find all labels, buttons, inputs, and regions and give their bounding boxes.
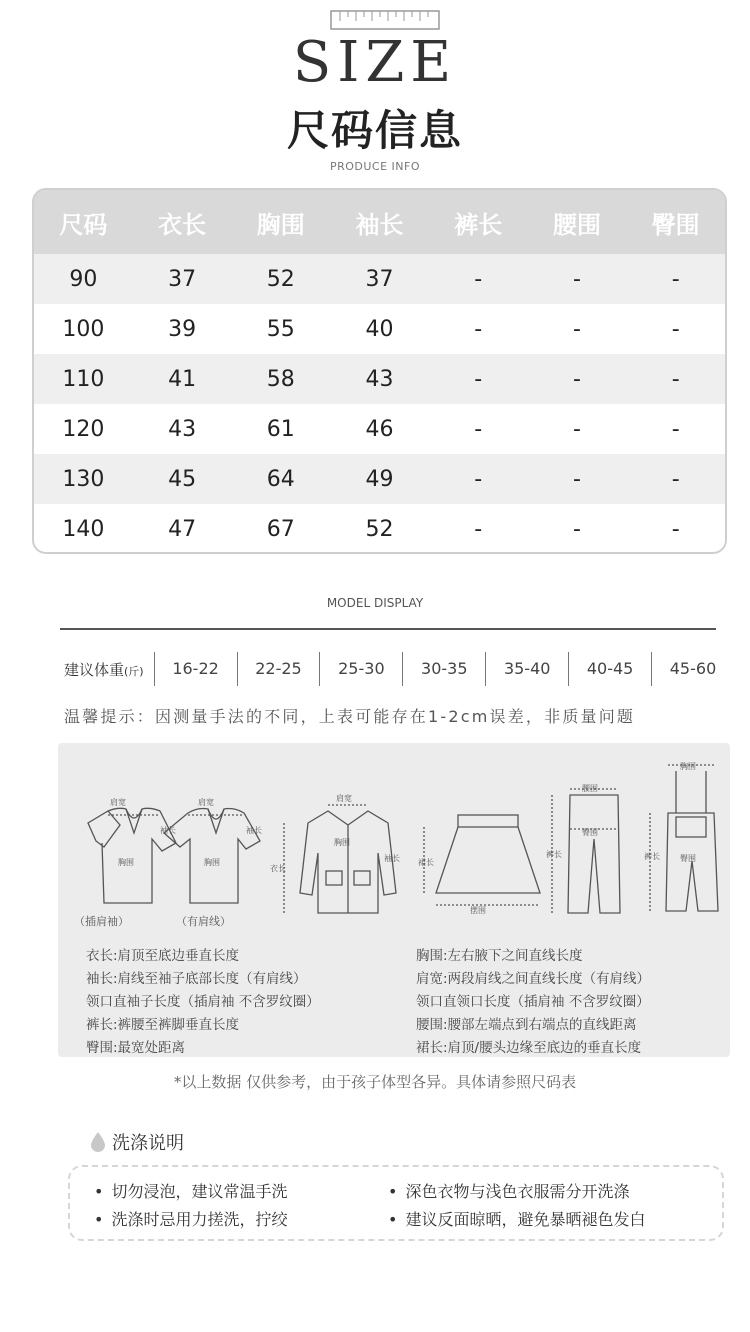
table-row	[34, 354, 725, 404]
label-sleeve: 袖长	[384, 854, 400, 863]
definition-item: 肩宽:两段肩线之间直线长度（有肩线）	[416, 971, 651, 987]
size-table-body	[34, 254, 725, 554]
wash-item: • 切勿浸泡，建议常温手洗	[94, 1179, 287, 1202]
wash-item: • 洗涤时忌用力搓洗，拧绞	[94, 1207, 287, 1230]
table-row	[34, 404, 725, 454]
weight-value: 30-35	[402, 652, 485, 686]
label-shoulder: 肩宽	[198, 798, 214, 807]
table-cell: 46	[365, 416, 394, 442]
label-hem: 摆围	[470, 906, 486, 915]
table-cell: -	[671, 366, 680, 392]
definitions-right	[416, 945, 730, 1060]
table-cell: 43	[168, 416, 197, 442]
label-pants-length: 裤长	[546, 850, 562, 859]
table-cell: -	[671, 266, 680, 292]
table-cell: 110	[62, 366, 105, 392]
table-cell: -	[572, 266, 581, 292]
weight-value: 16-22	[154, 652, 237, 686]
table-cell: 130	[62, 466, 105, 492]
size-word: SIZE	[292, 30, 458, 95]
table-cell: 43	[365, 366, 394, 392]
table-cell: 61	[266, 416, 295, 442]
table-cell: 64	[266, 466, 295, 492]
wash-title	[90, 1128, 184, 1156]
label-shoulder-line: （有肩线）	[176, 915, 231, 928]
column-header: 袖长	[355, 210, 404, 239]
model-display-label: MODEL DISPLAY	[326, 596, 424, 610]
table-row	[34, 254, 725, 304]
table-cell: -	[474, 366, 483, 392]
table-cell: -	[474, 416, 483, 442]
definition-item: 裤长:裤腰至裤脚垂直长度	[86, 1017, 240, 1033]
table-row	[34, 504, 725, 554]
table-cell: 120	[62, 416, 105, 442]
column-header: 尺码	[59, 210, 108, 239]
wash-item: • 建议反面晾晒，避免暴晒褪色发白	[388, 1207, 645, 1230]
label-chest: 胸围	[204, 858, 220, 867]
table-cell: -	[671, 316, 680, 342]
table-cell: 47	[168, 516, 197, 542]
ruler-icon	[330, 7, 440, 31]
table-cell: 55	[266, 316, 295, 342]
label-waist: 腰围	[582, 784, 598, 793]
table-cell: 39	[168, 316, 197, 342]
weight-row	[64, 652, 734, 686]
table-cell: 52	[365, 516, 394, 542]
table-cell: -	[572, 516, 581, 542]
weight-label-text: 建议体重	[64, 660, 125, 679]
label-sleeve: 袖长	[246, 826, 262, 835]
definition-item: 领口直领口长度（插肩袖 不含罗纹圈）	[416, 994, 650, 1010]
weight-value: 22-25	[237, 652, 320, 686]
wash-item: • 深色衣物与浅色衣服需分开洗涤	[388, 1179, 629, 1202]
definitions-left	[86, 945, 406, 1060]
definition-item: 领口直袖子长度（插肩袖 不含罗纹圈）	[86, 994, 320, 1010]
table-row	[34, 454, 725, 504]
table-cell: -	[572, 416, 581, 442]
table-cell: 90	[69, 266, 98, 292]
label-shoulder: 肩宽	[110, 798, 126, 807]
wash-instructions	[68, 1165, 724, 1241]
divider	[60, 628, 716, 630]
label-chest: 胸围	[334, 838, 350, 847]
garment-diagrams	[58, 743, 730, 943]
label-skirt-length: 裙长	[418, 858, 434, 867]
table-cell: 52	[266, 266, 295, 292]
definition-item: 胸围:左右腋下之间直线长度	[416, 948, 583, 964]
page-title: 尺码信息	[286, 106, 463, 155]
table-cell: -	[671, 466, 680, 492]
table-cell: 40	[365, 316, 394, 342]
measurement-tip: 温馨提示：因测量手法的不同，上表可能存在1-2cm误差，非质量问题	[64, 707, 636, 726]
water-drop-icon	[90, 1131, 106, 1153]
definition-item: 腰围:腰部左端点到右端点的直线距离	[416, 1017, 637, 1033]
header	[0, 0, 750, 185]
pants-icon	[546, 784, 620, 913]
definition-item: 裙长:肩顶/腰头边缘至底边的垂直长度	[416, 1040, 642, 1056]
label-shoulder: 肩宽	[336, 794, 352, 803]
tshirt-shoulder-icon	[164, 797, 262, 928]
table-cell: 45	[168, 466, 197, 492]
table-cell: 49	[365, 466, 394, 492]
table-cell: 100	[62, 316, 105, 342]
column-header: 胸围	[256, 210, 305, 239]
table-cell: -	[572, 466, 581, 492]
column-header: 衣长	[158, 210, 207, 239]
definition-item: 袖长:肩线至袖子底部长度（有肩线）	[86, 971, 307, 987]
table-cell: 37	[365, 266, 394, 292]
overalls-icon	[644, 762, 718, 911]
table-cell: -	[572, 366, 581, 392]
page-subtitle: PRODUCE INFO	[329, 160, 421, 173]
table-cell: -	[474, 266, 483, 292]
jacket-icon	[270, 793, 400, 913]
weight-value: 35-40	[485, 652, 568, 686]
table-cell: -	[474, 466, 483, 492]
table-cell: -	[671, 416, 680, 442]
size-table	[32, 188, 727, 554]
reference-note: *以上数据 仅供参考，由于孩子体型各异。具体请参照尺码表	[173, 1073, 577, 1091]
column-header: 裤长	[454, 210, 503, 239]
definition-item: 衣长:肩顶至底边垂直长度	[86, 948, 240, 964]
table-cell: 67	[266, 516, 295, 542]
label-hip: 臀围	[680, 854, 696, 863]
wash-title-text: 洗涤说明	[112, 1133, 184, 1154]
table-cell: -	[474, 516, 483, 542]
label-chest: 胸围	[118, 858, 134, 867]
weight-value: 40-45	[568, 652, 651, 686]
label-length: 衣长	[270, 864, 286, 873]
table-cell: 58	[266, 366, 295, 392]
measurement-guide	[58, 743, 730, 1057]
size-table-header	[34, 190, 725, 254]
table-cell: 37	[168, 266, 197, 292]
label-hip: 臀围	[582, 828, 598, 837]
label-chest: 胸围	[680, 762, 696, 771]
weight-value: 25-30	[319, 652, 402, 686]
definition-item: 臀围:最宽处距离	[86, 1040, 186, 1056]
tshirt-raglan-icon	[74, 797, 176, 928]
column-header: 腰围	[552, 210, 601, 239]
weight-label	[64, 659, 144, 680]
table-cell: -	[474, 316, 483, 342]
label-raglan: （插肩袖）	[74, 915, 129, 928]
table-cell: -	[572, 316, 581, 342]
table-row	[34, 304, 725, 354]
label-pants-length: 裤长	[644, 852, 660, 861]
table-cell: 41	[168, 366, 197, 392]
table-cell: -	[671, 516, 680, 542]
column-header: 臀围	[651, 210, 700, 239]
weight-value: 45-60	[651, 652, 734, 686]
weight-unit: (斤)	[124, 664, 144, 678]
table-cell: 140	[62, 516, 105, 542]
skirt-icon	[418, 815, 540, 915]
label-sleeve: 袖长	[160, 826, 176, 835]
